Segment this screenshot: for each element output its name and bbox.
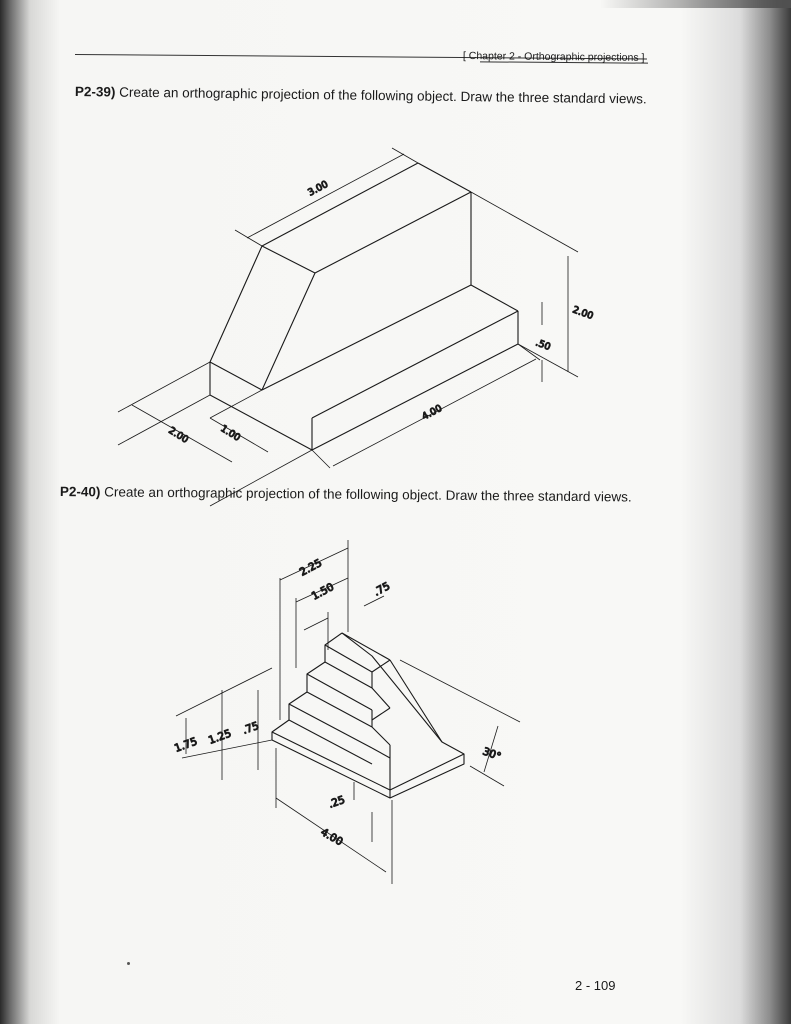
problem-text: Create an orthographic projection of the following object. Draw the three standard views. xyxy=(115,84,647,107)
dim-top-step: 1.50 xyxy=(309,581,337,603)
speck xyxy=(127,962,130,965)
dimension-lines xyxy=(176,540,520,884)
dim-depth: 2.00 xyxy=(166,425,191,446)
page-number: 2 - 109 xyxy=(575,978,616,993)
dim-h3: .75 xyxy=(240,719,261,737)
object-outline xyxy=(272,633,464,798)
chapter-header: [ Chapter 2 - Orthographic projections ] xyxy=(462,50,645,64)
problem-id: P2-40) xyxy=(59,484,101,500)
dim-inset: 1.00 xyxy=(218,423,243,444)
dim-length: 4.00 xyxy=(420,403,445,423)
dim-length: 4.00 xyxy=(318,826,345,849)
dim-height: 2.00 xyxy=(570,304,595,323)
dim-h2: 1.25 xyxy=(206,727,234,747)
dim-top-small: .75 xyxy=(371,580,393,599)
problem-text: Create an orthographic projection of the following object. Draw the three standard views. xyxy=(100,484,632,505)
dim-step: .50 xyxy=(533,337,552,353)
dim-base-thickness: .25 xyxy=(326,793,347,811)
dim-angle: 30° xyxy=(480,745,503,764)
dim-h1: 1.75 xyxy=(172,735,200,755)
dim-length-top: 3.00 xyxy=(306,179,331,199)
dim-top-overall: 2.25 xyxy=(297,557,325,579)
problem-id: P2-39) xyxy=(74,84,116,100)
